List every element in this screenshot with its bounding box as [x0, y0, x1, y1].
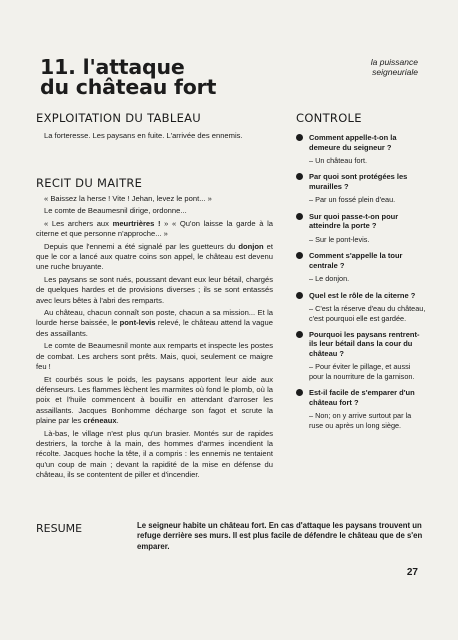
controle-question: Comment s'appelle la tour centrale ? — [309, 251, 403, 270]
chapter-title-line1: 11. l'attaque — [40, 55, 185, 79]
controle-item — [296, 291, 426, 323]
controle-list — [296, 133, 426, 437]
recit-paragraph: Et courbés sous le poids, les paysans apportent leur aide aux défenseurs. Les flammes lèchent les marmites où fond le plomb, où la poix et l'huile commencent à bouillir en attendant d'arroser les assaillants. Jacques Bonhomme décharge son fagot et scrute la plaine par les créneaux. — [36, 374, 273, 426]
recit-paragraph: Les paysans se sont rués, poussant devant eux leur bétail, chargés de quelques hardes et de provisions diverses ; ils se sont entassés avec leurs bêtes à l'abri des remparts. — [36, 274, 273, 305]
resume-heading: RESUME — [36, 522, 83, 535]
bullet-icon — [296, 134, 303, 141]
exploitation-text: La forteresse. Les paysans en fuite. L'arrivée des ennemis. — [44, 131, 243, 140]
controle-item — [296, 251, 426, 283]
keyword-meurtrieres: meurtrières ! — [112, 218, 161, 228]
bullet-icon — [296, 213, 303, 220]
controle-answer: – Un château fort. — [309, 156, 368, 165]
controle-question: Pourquoi les paysans rentrent-ils leur bétail dans la cour du château ? — [309, 329, 420, 358]
controle-answer: – Sur le pont-levis. — [309, 234, 370, 244]
recit-paragraph: « Les archers aux meurtrières ! » « Qu'on laisse la garde à la citerne et que personne n'approche... » — [36, 218, 273, 239]
recit-paragraph: Le comte de Beaumesnil dirige, ordonne... — [44, 206, 187, 216]
keyword-donjon: donjon — [238, 241, 264, 251]
chapter-title — [40, 57, 270, 97]
controle-item — [296, 212, 426, 244]
controle-answer: – Non; on y arrive surtout par la ruse ou après un long siège. — [309, 411, 412, 430]
page-number: 27 — [406, 567, 418, 578]
exploitation-text-block — [36, 131, 273, 143]
recit-heading: RECIT DU MAITRE — [36, 176, 143, 190]
bullet-icon — [296, 252, 303, 259]
bullet-icon — [296, 292, 303, 299]
controle-answer: – C'est la réserve d'eau du château, c'est pourquoi elle est gardée. — [309, 304, 426, 323]
controle-answer: – Par un fossé plein d'eau. — [309, 195, 396, 205]
controle-question: Est-il facile de s'emparer d'un château fort ? — [309, 388, 415, 407]
controle-item — [296, 388, 426, 430]
bullet-icon — [296, 389, 303, 396]
controle-heading: CONTROLE — [296, 111, 362, 125]
controle-question: Par quoi sont protégées les murailles ? — [309, 172, 408, 191]
recit-text — [36, 194, 273, 483]
controle-item — [296, 172, 426, 204]
kicker-line2: seigneuriale — [372, 67, 418, 77]
recit-paragraph: « Baissez la herse ! Vite ! Jehan, levez le pont... » — [44, 194, 212, 203]
keyword-pont-levis: pont-levis — [119, 318, 156, 328]
kicker-line1: la puissance — [370, 57, 418, 67]
keyword-creneaux: créneaux — [83, 416, 117, 426]
controle-item — [296, 133, 426, 165]
recit-paragraph: Au château, chacun connaît son poste, chacun a sa mission... Et la lourde herse baissée, le pont-levis relevé, le château attend la vague des assaillants. — [36, 308, 273, 338]
controle-answer: – Le donjon. — [309, 274, 350, 284]
resume-text: Le seigneur habite un château fort. En cas d'attaque les paysans trouvent un refuge derrière ses murs. Il est plus facile de défendre le château que de s'en emparer. — [137, 521, 423, 551]
controle-question: Sur quoi passe-t-on pour atteindre la porte ? — [309, 211, 399, 231]
bullet-icon — [296, 331, 303, 338]
section-kicker — [298, 57, 418, 77]
exploitation-heading: EXPLOITATION DU TABLEAU — [36, 111, 202, 125]
controle-item — [296, 330, 426, 381]
recit-paragraph: Depuis que l'ennemi a été signalé par les guetteurs du donjon et que le cor a lancé aux quatre coins son appel, le château est devenu une ruche bruyante. — [36, 241, 273, 272]
controle-question: Comment appelle-t-on la demeure du seigneur ? — [309, 133, 397, 152]
recit-paragraph: Le comte de Beaumesnil monte aux remparts et inspecte les postes de combat. Les archers sont prêts. Mais, quoi, seulement ce maigre feu ! — [36, 341, 273, 372]
chapter-title-line2: du château fort — [40, 75, 217, 99]
bullet-icon — [296, 173, 303, 180]
controle-question: Quel est le rôle de la citerne ? — [309, 290, 416, 300]
recit-paragraph: Là-bas, le village n'est plus qu'un brasier. Montés sur de rapides destriers, la torche à la main, des hommes d'armes incendient la récolte. Jacques hoche la tête, il a compris : les ennemis ne tentaient qu'un coup de main ; devant la rapidité de la mise en défense du château, ils se contentent de piller et d'incendier. — [36, 428, 273, 480]
controle-answer: – Pour éviter le pillage, et aussi pour la nourriture de la garnison. — [309, 362, 415, 381]
